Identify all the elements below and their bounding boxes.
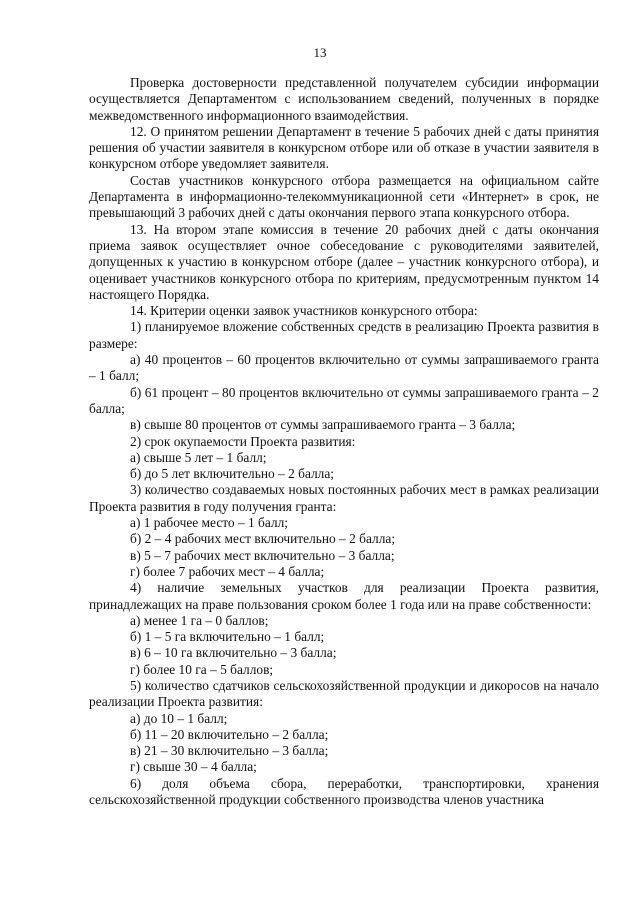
paragraph: в) свыше 80 процентов от суммы запрашиваемого гранта – 3 балла; — [130, 417, 516, 433]
paragraph: 4) наличие земельных участков для реализации Проекта развития, принадлежащих на праве пользования сроком более 1 года или на праве собственности: — [89, 580, 599, 612]
page-number: 13 — [313, 45, 327, 60]
paragraph: а) до 10 – 1 балл; — [130, 710, 228, 726]
paragraph: б) 2 – 4 рабочих мест включительно – 2 балла; — [130, 531, 396, 547]
paragraph: б) до 5 лет включительно – 2 балла; — [130, 466, 335, 482]
paragraph: г) более 10 га – 5 баллов; — [130, 661, 274, 677]
document-body — [89, 75, 599, 808]
paragraph: а) 40 процентов – 60 процентов включительно от суммы запрашиваемого гранта – 1 балл; — [89, 352, 599, 384]
paragraph: Проверка достоверности представленной получателем субсидии информации осуществляется Департаментом с использованием сведений, полученных в порядке межведомственного информационного взаимодействия. — [89, 75, 599, 123]
paragraph: Состав участников конкурсного отбора размещается на официальном сайте Департамента в информационно-телекоммуникационной сети «Интернет» в срок, не превышающий 3 рабочих дней с даты окончания первого этапа конкурсного отбора. — [89, 172, 599, 221]
paragraph: б) 1 – 5 га включительно – 1 балл; — [130, 629, 325, 645]
paragraph: в) 5 – 7 рабочих мест включительно – 3 балла; — [130, 547, 395, 563]
paragraph: б) 61 процент – 80 процентов включительно от суммы запрашиваемого гранта – 2 балла; — [89, 384, 599, 416]
paragraph: а) 1 рабочее место – 1 балл; — [130, 515, 289, 531]
paragraph: 6) доля объема сбора, переработки, транспортировки, хранения сельскохозяйственной продукции собственного производства членов участника — [89, 775, 599, 808]
paragraph: в) 6 – 10 га включительно – 3 балла; — [130, 645, 337, 661]
paragraph: а) свыше 5 лет – 1 балл; — [130, 449, 267, 465]
paragraph: 13. На втором этапе комиссия в течение 20 рабочих дней с даты окончания приема заявок осуществляет очное собеседование с руководителями заявителей, допущенных к участию в конкурсном отборе (далее – участник конкурсного отбора), и оценивает участников конкурсного отбора по критериям, предусмотренным пунктом 14 настоящего Порядка. — [89, 221, 599, 302]
paragraph: 3) количество создаваемых новых постоянных рабочих мест в рамках реализации Проекта развития в году получения гранта: — [89, 482, 599, 514]
paragraph: 14. Критерии оценки заявок участников конкурсного отбора: — [130, 303, 478, 319]
paragraph: б) 11 – 20 включительно – 2 балла; — [130, 726, 329, 742]
paragraph: 2) срок окупаемости Проекта развития: — [130, 433, 356, 449]
paragraph: г) свыше 30 – 4 балла; — [130, 759, 257, 775]
paragraph: 1) планируемое вложение собственных средств в реализацию Проекта развития в размере: — [89, 319, 599, 351]
paragraph: а) менее 1 га – 0 баллов; — [130, 612, 269, 628]
paragraph: г) более 7 рабочих мест – 4 балла; — [130, 563, 325, 579]
paragraph: в) 21 – 30 включительно – 3 балла; — [130, 743, 329, 759]
paragraph: 12. О принятом решении Департамент в течение 5 рабочих дней с даты принятия решения об участии заявителя в конкурсном отборе или об отказе в участии заявителя в конкурсном отборе уведомляет заявителя. — [89, 123, 599, 172]
paragraph: 5) количество сдатчиков сельскохозяйственной продукции и дикоросов на начало реализации Проекта развития: — [89, 677, 599, 710]
